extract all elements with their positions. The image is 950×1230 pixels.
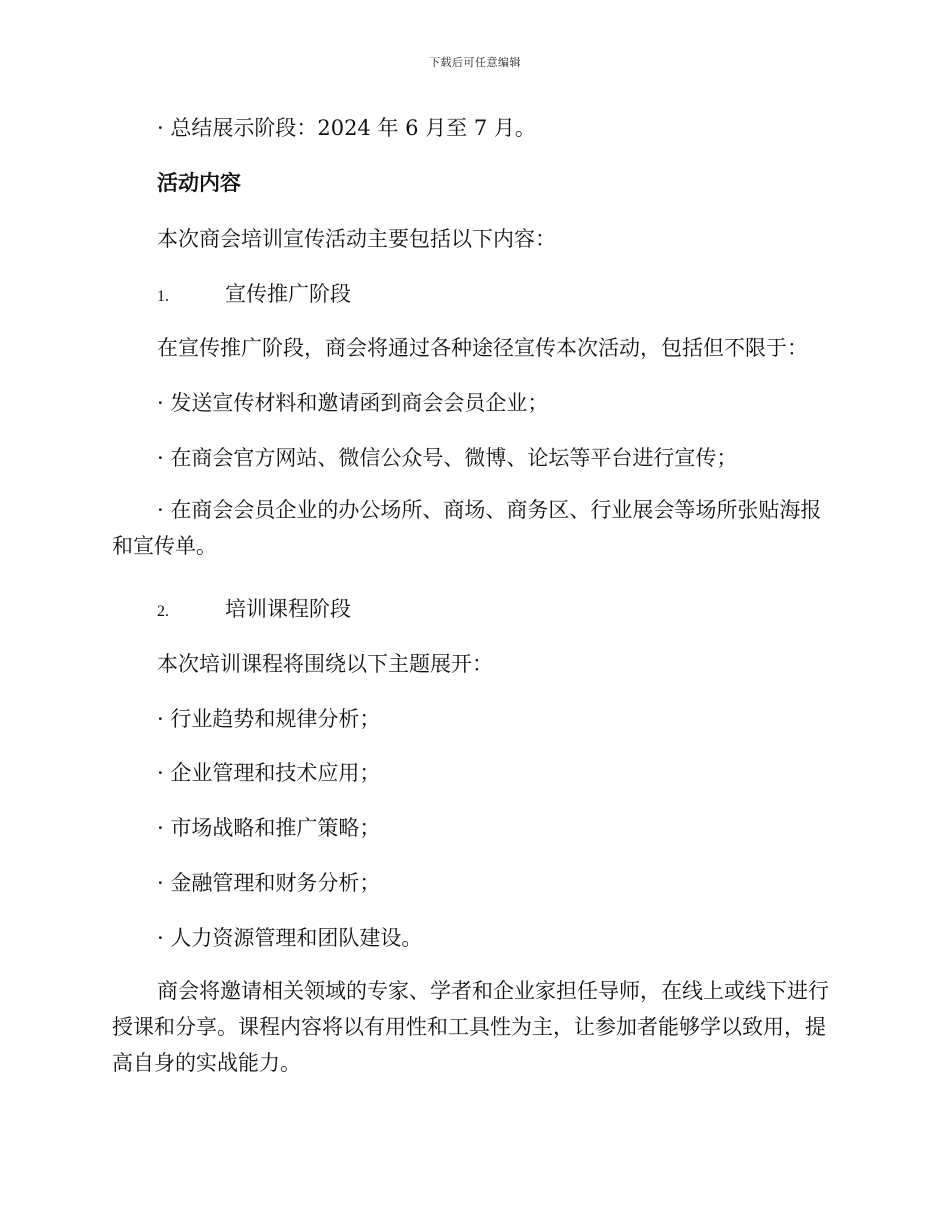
section-1-title: 宣传推广阶段 xyxy=(225,282,351,306)
section-2-bullet-3: · 市场战略和推广策略； xyxy=(157,816,381,840)
activity-content-heading: 活动内容 xyxy=(157,171,241,195)
intro-paragraph: 本次商会培训宣传活动主要包括以下内容： xyxy=(157,227,556,251)
section-2-bullet-4: · 金融管理和财务分析； xyxy=(157,871,381,895)
section-1-number: 1. xyxy=(157,288,169,305)
closing-paragraph: 商会将邀请相关领域的专家、学者和企业家担任导师，在线上或线下进行授课和分享。课程内容将以有用性和工具性为主，让参加者能够学以致用，提高自身的实战能力。 xyxy=(112,979,829,1075)
section-1-bullet-2: · 在商会官方网站、微信公众号、微博、论坛等平台进行宣传； xyxy=(157,446,738,470)
section-1-bullet-3: · 在商会会员企业的办公场所、商场、商务区、行业展会等场所张贴海报和宣传单。 xyxy=(112,498,822,558)
section-2-heading xyxy=(157,595,351,626)
section-2-number: 2. xyxy=(157,603,169,620)
section-1-heading xyxy=(157,280,351,311)
section-2-bullet-1: · 行业趋势和规律分析； xyxy=(157,707,381,731)
summary-stage-bullet: · 总结展示阶段：2024 年 6 月至 7 月。 xyxy=(157,116,536,140)
section-2-title: 培训课程阶段 xyxy=(225,597,351,621)
section-2-bullet-5: · 人力资源管理和团队建设。 xyxy=(157,926,423,950)
section-2-intro: 本次培训课程将围绕以下主题展开： xyxy=(157,652,493,676)
section-1-intro: 在宣传推广阶段，商会将通过各种途径宣传本次活动，包括但不限于： xyxy=(157,336,808,360)
section-2-bullet-2: · 企业管理和技术应用； xyxy=(157,761,381,785)
page-header: 下载后可任意编辑 xyxy=(429,56,521,69)
section-1-bullet-1: · 发送宣传材料和邀请函到商会会员企业； xyxy=(157,391,549,415)
